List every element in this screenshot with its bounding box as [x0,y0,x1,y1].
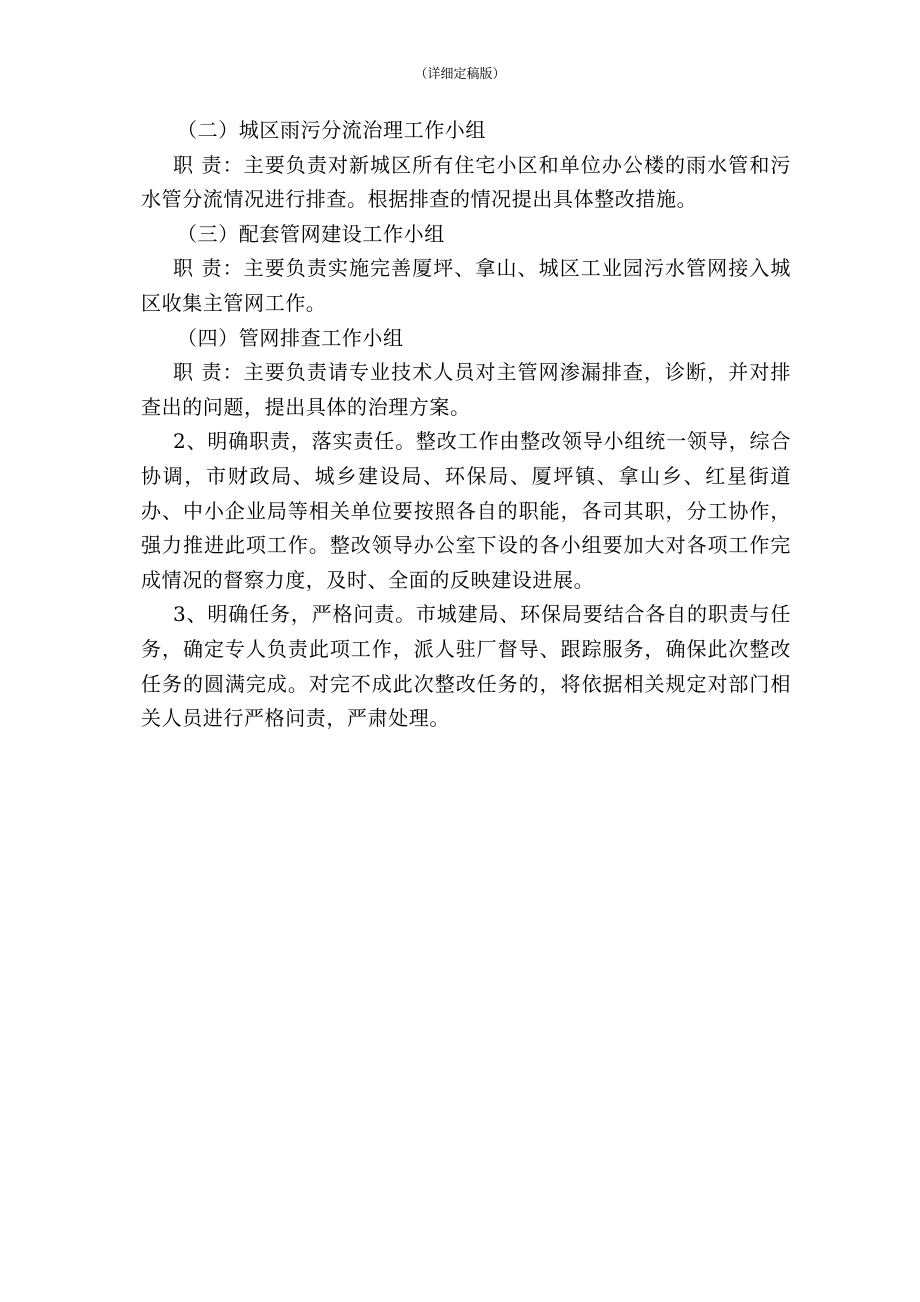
document-body [141,113,791,736]
section-3-duties: 职 责：主要负责实施完善厦坪、拿山、城区工业园污水管网接入城区收集主管网工作。 [141,256,791,315]
item-3-paragraph: 3、明确任务，严格问责。市城建局、环保局要结合各自的职责与任务，确定专人负责此项工作，派人驻厂督导、跟踪服务，确保此次整改任务的圆满完成。对完不成此次整改任务的，将依据相关规定对部门相关人员进行严格问责，严肃处理。 [141,602,791,731]
section-2-duties: 职 责：主要负责对新城区所有住宅小区和单位办公楼的雨水管和污水管分流情况进行排查。根据排查的情况提出具体整改措施。 [141,152,791,212]
section-heading-4: （四）管网排查工作小组 [177,325,404,350]
section-heading-3: （三）配套管网建设工作小组 [177,221,445,246]
header-note: （详细定稿版） [414,67,506,82]
section-4-duties: 职 责：主要负责请专业技术人员对主管网渗漏排查，诊断，并对排查出的问题，提出具体的治理方案。 [141,360,791,419]
item-2-paragraph: 2、明确职责，落实责任。整改工作由整改领导小组统一领导，综合协调，市财政局、城乡建设局、环保局、厦坪镇、拿山乡、红星街道办、中小企业局等相关单位要按照各自的职能，各司其职，分工协作，强力推进此项工作。整改领导办公室下设的各小组要加大对各项工作完成情况的督察力度，及时、全面的反映建设进展。 [141,429,791,592]
section-heading-2: （二）城区雨污分流治理工作小组 [177,118,486,142]
